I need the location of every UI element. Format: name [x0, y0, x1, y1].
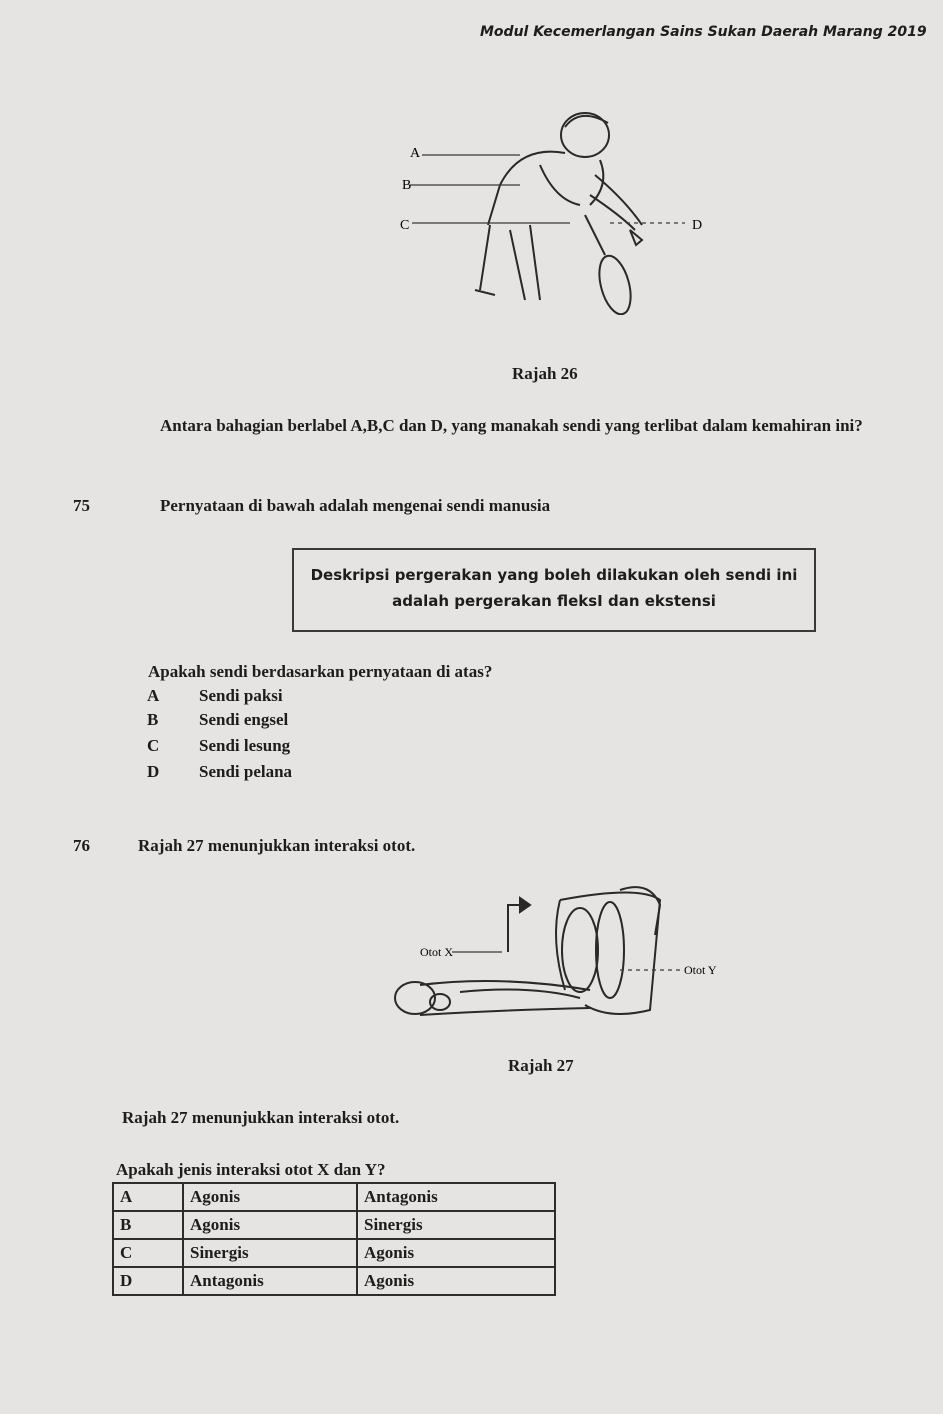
question-76-restate: Rajah 27 menunjukkan interaksi otot.	[122, 1108, 400, 1127]
question-76-number: 76	[73, 836, 90, 855]
table-cell-letter: A	[113, 1183, 183, 1211]
option-b[interactable]	[147, 710, 288, 730]
statement-line-2: adalah pergerakan fleksI dan ekstensi	[392, 592, 716, 610]
table-row[interactable]	[113, 1239, 555, 1267]
option-text: Sendi lesung	[199, 736, 291, 755]
label-otot-x: Otot X	[420, 945, 453, 959]
table-cell-letter: D	[113, 1267, 183, 1295]
table-cell-y: Agonis	[357, 1267, 555, 1295]
option-c[interactable]	[147, 736, 290, 756]
table-cell-letter: C	[113, 1239, 183, 1267]
question-75-prompt: Apakah sendi berdasarkan pernyataan di atas?	[148, 662, 493, 681]
label-a: A	[410, 146, 421, 161]
statement-line-1: Deskripsi pergerakan yang boleh dilakukan oleh sendi ini	[310, 566, 798, 584]
option-text: Sendi paksi	[199, 686, 283, 705]
label-c: C	[400, 218, 410, 233]
table-cell-y: Sinergis	[357, 1211, 555, 1239]
table-cell-letter: B	[113, 1211, 183, 1239]
question-76-prompt: Apakah jenis interaksi otot X dan Y?	[116, 1160, 386, 1179]
label-b: B	[402, 178, 412, 193]
table-row[interactable]	[113, 1211, 555, 1239]
answer-table	[112, 1182, 556, 1296]
option-letter: A	[147, 686, 160, 705]
label-d: D	[692, 218, 703, 233]
question-75-number: 75	[73, 496, 90, 515]
table-cell-x: Agonis	[183, 1183, 357, 1211]
option-letter: D	[147, 762, 160, 781]
option-letter: C	[147, 736, 160, 755]
label-otot-y: Otot Y	[684, 963, 717, 977]
figure-26-badminton-player	[380, 105, 760, 315]
statement-box	[292, 548, 816, 632]
table-cell-x: Sinergis	[183, 1239, 357, 1267]
question-75-stem: Pernyataan di bawah adalah mengenai sendi manusia	[160, 496, 551, 515]
table-cell-x: Antagonis	[183, 1267, 357, 1295]
option-letter: B	[147, 710, 159, 729]
figure-27-caption: Rajah 27	[508, 1056, 574, 1075]
option-a[interactable]	[147, 686, 283, 706]
option-text: Sendi engsel	[199, 710, 289, 729]
question-74-text: Antara bahagian berlabel A,B,C dan D, yang manakah sendi yang terlibat dalam kemahiran ini?	[160, 416, 863, 435]
table-cell-x: Agonis	[183, 1211, 357, 1239]
figure-27-arm-muscles	[380, 880, 780, 1030]
table-cell-y: Agonis	[357, 1239, 555, 1267]
option-d[interactable]	[147, 762, 292, 782]
figure-26-caption: Rajah 26	[512, 364, 578, 383]
question-76-stem: Rajah 27 menunjukkan interaksi otot.	[138, 836, 416, 855]
option-text: Sendi pelana	[199, 762, 293, 781]
table-row[interactable]	[113, 1267, 555, 1295]
page-header: Modul Kecemerlangan Sains Sukan Daerah Marang 2019	[480, 24, 927, 40]
table-row[interactable]	[113, 1183, 555, 1211]
table-cell-y: Antagonis	[357, 1183, 555, 1211]
